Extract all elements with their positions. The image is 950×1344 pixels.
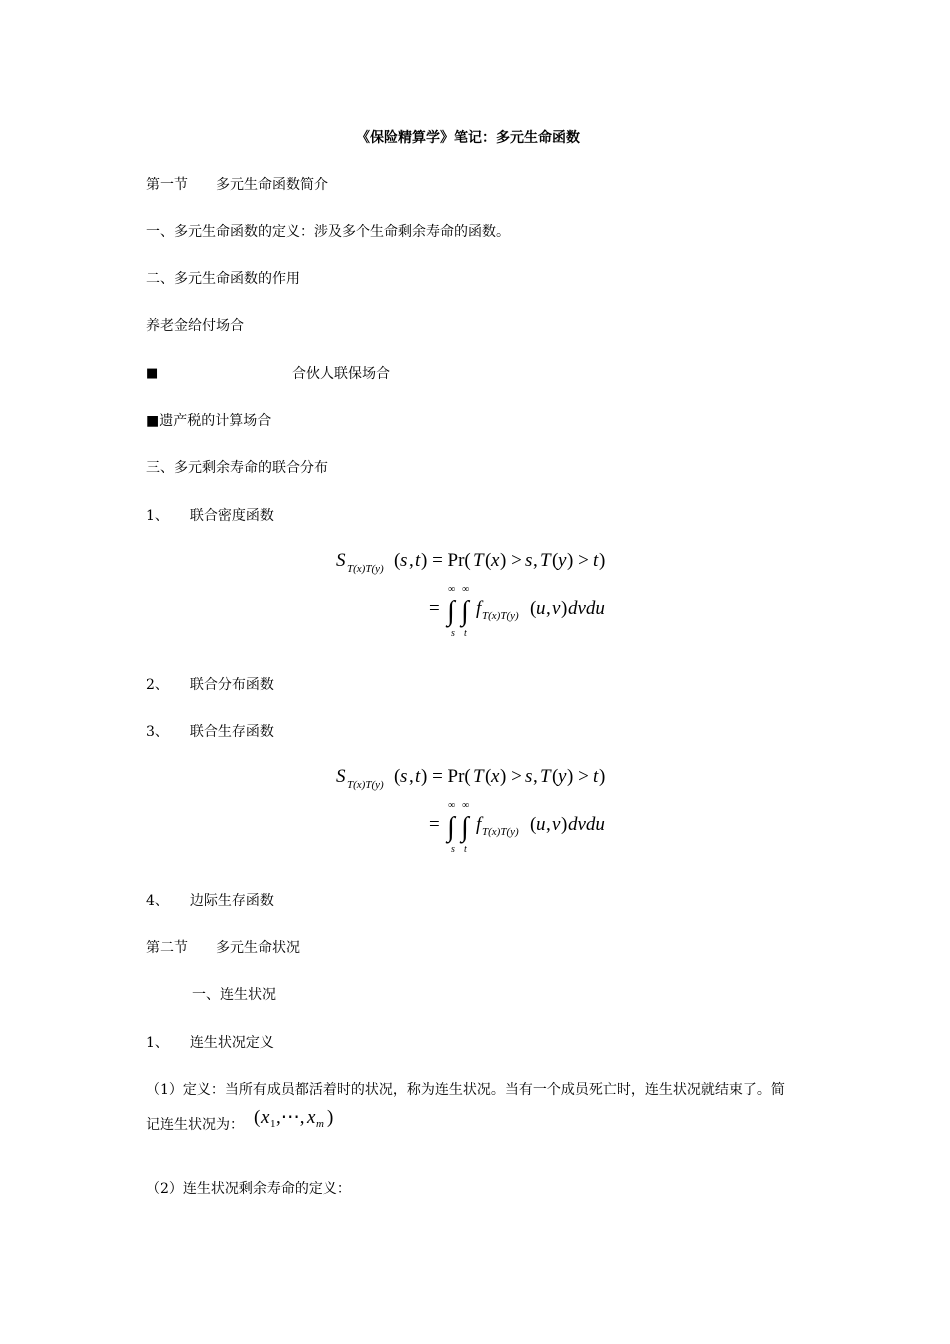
svg-text:T(x)T(y): T(x)T(y) <box>347 563 384 575</box>
svg-text:∫: ∫ <box>461 596 469 627</box>
joint-life-subheading: 一、连生状况 <box>192 987 276 1003</box>
equation-svg <box>336 546 626 642</box>
estate-paragraph: ■遗产税的计算场合 <box>146 413 272 429</box>
svg-text:∞: ∞ <box>448 800 456 811</box>
svg-text:f: f <box>476 814 482 835</box>
svg-text:t: t <box>593 550 599 571</box>
equation-svg <box>336 762 626 858</box>
svg-text:(: ( <box>552 766 559 787</box>
svg-text:v: v <box>552 598 561 619</box>
notation-svg <box>254 1103 338 1131</box>
svg-text:∫: ∫ <box>447 812 455 843</box>
svg-text:∞: ∞ <box>462 800 470 811</box>
svg-text:t: t <box>415 766 421 787</box>
svg-text:y: y <box>558 766 567 787</box>
definition-line-2: 记连生状况为： <box>146 1117 244 1133</box>
partner-paragraph: 合伙人联保场合 <box>292 366 390 382</box>
svg-text:S: S <box>336 766 346 787</box>
section-2-heading: 第二节 多元生命状况 <box>146 940 300 956</box>
item-marginal-survival: 4、 边际生存函数 <box>146 893 274 909</box>
svg-text:dvdu: dvdu <box>568 598 605 619</box>
svg-text:x: x <box>491 550 500 571</box>
svg-text:) >: ) > <box>500 766 522 787</box>
svg-text:T(x)T(y): T(x)T(y) <box>482 610 519 622</box>
svg-text:s: s <box>451 628 455 639</box>
svg-text:,: , <box>533 766 538 787</box>
joint-status-notation <box>254 1103 338 1131</box>
svg-text:) = Pr(: ) = Pr( <box>421 550 471 571</box>
svg-text:(: ( <box>530 598 537 619</box>
svg-text:∞: ∞ <box>462 584 470 595</box>
equation-joint-survival-2 <box>336 762 626 858</box>
definition-line-1: （1）定义：当所有成员都活着时的状况，称为连生状况。当有一个成员死亡时，连生状况就结束了。简 <box>146 1082 785 1098</box>
svg-text:x: x <box>307 1107 316 1128</box>
page-title: 《保险精算学》笔记：多元生命函数 <box>356 130 580 146</box>
svg-text:s: s <box>400 766 408 787</box>
svg-text:,⋯,: ,⋯, <box>276 1107 305 1128</box>
svg-text:s: s <box>525 766 533 787</box>
svg-text:,: , <box>409 766 414 787</box>
item-joint-density: 1、 联合密度函数 <box>146 508 274 524</box>
joint-distribution-heading: 三、多元剩余寿命的联合分布 <box>146 460 328 476</box>
item-joint-survival: 3、 联合生存函数 <box>146 724 274 740</box>
svg-text:): ) <box>561 598 568 619</box>
svg-text:) >: ) > <box>500 550 522 571</box>
svg-text:dvdu: dvdu <box>568 814 605 835</box>
svg-text:): ) <box>599 766 606 787</box>
svg-text:x: x <box>261 1107 270 1128</box>
svg-text:S: S <box>336 550 346 571</box>
svg-text:): ) <box>561 814 568 835</box>
svg-text:) = Pr(: ) = Pr( <box>421 766 471 787</box>
svg-text:=: = <box>429 814 440 835</box>
svg-text:s: s <box>400 550 408 571</box>
svg-text:(: ( <box>552 550 559 571</box>
svg-text:) >: ) > <box>567 766 589 787</box>
svg-text:u: u <box>536 814 546 835</box>
svg-text:s: s <box>525 550 533 571</box>
role-heading: 二、多元生命函数的作用 <box>146 271 300 287</box>
svg-text:t: t <box>464 628 467 639</box>
pension-paragraph: 养老金给付场合 <box>146 318 244 334</box>
svg-text:x: x <box>491 766 500 787</box>
svg-text:(: ( <box>485 766 492 787</box>
svg-text:) >: ) > <box>567 550 589 571</box>
svg-text:T(x)T(y): T(x)T(y) <box>347 779 384 791</box>
svg-text:1: 1 <box>270 1118 276 1130</box>
svg-text:T: T <box>540 550 551 571</box>
section-1-heading: 第一节 多元生命函数简介 <box>146 177 328 193</box>
svg-text:): ) <box>599 550 606 571</box>
svg-text:T: T <box>473 766 484 787</box>
svg-text:y: y <box>558 550 567 571</box>
remaining-lifetime-heading: （2）连生状况剩余寿命的定义： <box>146 1181 351 1197</box>
svg-text:T: T <box>473 550 484 571</box>
definition-paragraph: 一、多元生命函数的定义：涉及多个生命剩余寿命的函数。 <box>146 224 510 240</box>
svg-text:m: m <box>316 1118 324 1130</box>
svg-text:,: , <box>546 814 551 835</box>
bullet-mark: ■ <box>146 366 159 381</box>
svg-text:t: t <box>464 844 467 855</box>
svg-text:(: ( <box>530 814 537 835</box>
svg-text:,: , <box>409 550 414 571</box>
svg-text:,: , <box>546 598 551 619</box>
equation-joint-survival-1 <box>336 546 626 642</box>
svg-text:T(x)T(y): T(x)T(y) <box>482 826 519 838</box>
svg-text:t: t <box>415 550 421 571</box>
svg-text:t: t <box>593 766 599 787</box>
svg-text:∫: ∫ <box>461 812 469 843</box>
svg-text:T: T <box>540 766 551 787</box>
item-joint-distribution: 2、 联合分布函数 <box>146 677 274 693</box>
svg-text:∞: ∞ <box>448 584 456 595</box>
svg-text:∫: ∫ <box>447 596 455 627</box>
svg-text:=: = <box>429 598 440 619</box>
svg-text:v: v <box>552 814 561 835</box>
svg-text:u: u <box>536 598 546 619</box>
svg-text:(: ( <box>485 550 492 571</box>
svg-text:f: f <box>476 598 482 619</box>
svg-text:): ) <box>327 1107 334 1128</box>
svg-text:(: ( <box>394 550 401 571</box>
svg-text:(: ( <box>394 766 401 787</box>
svg-text:s: s <box>451 844 455 855</box>
svg-text:(: ( <box>254 1107 261 1128</box>
svg-text:,: , <box>533 550 538 571</box>
item-joint-life-definition: 1、 连生状况定义 <box>146 1035 274 1051</box>
